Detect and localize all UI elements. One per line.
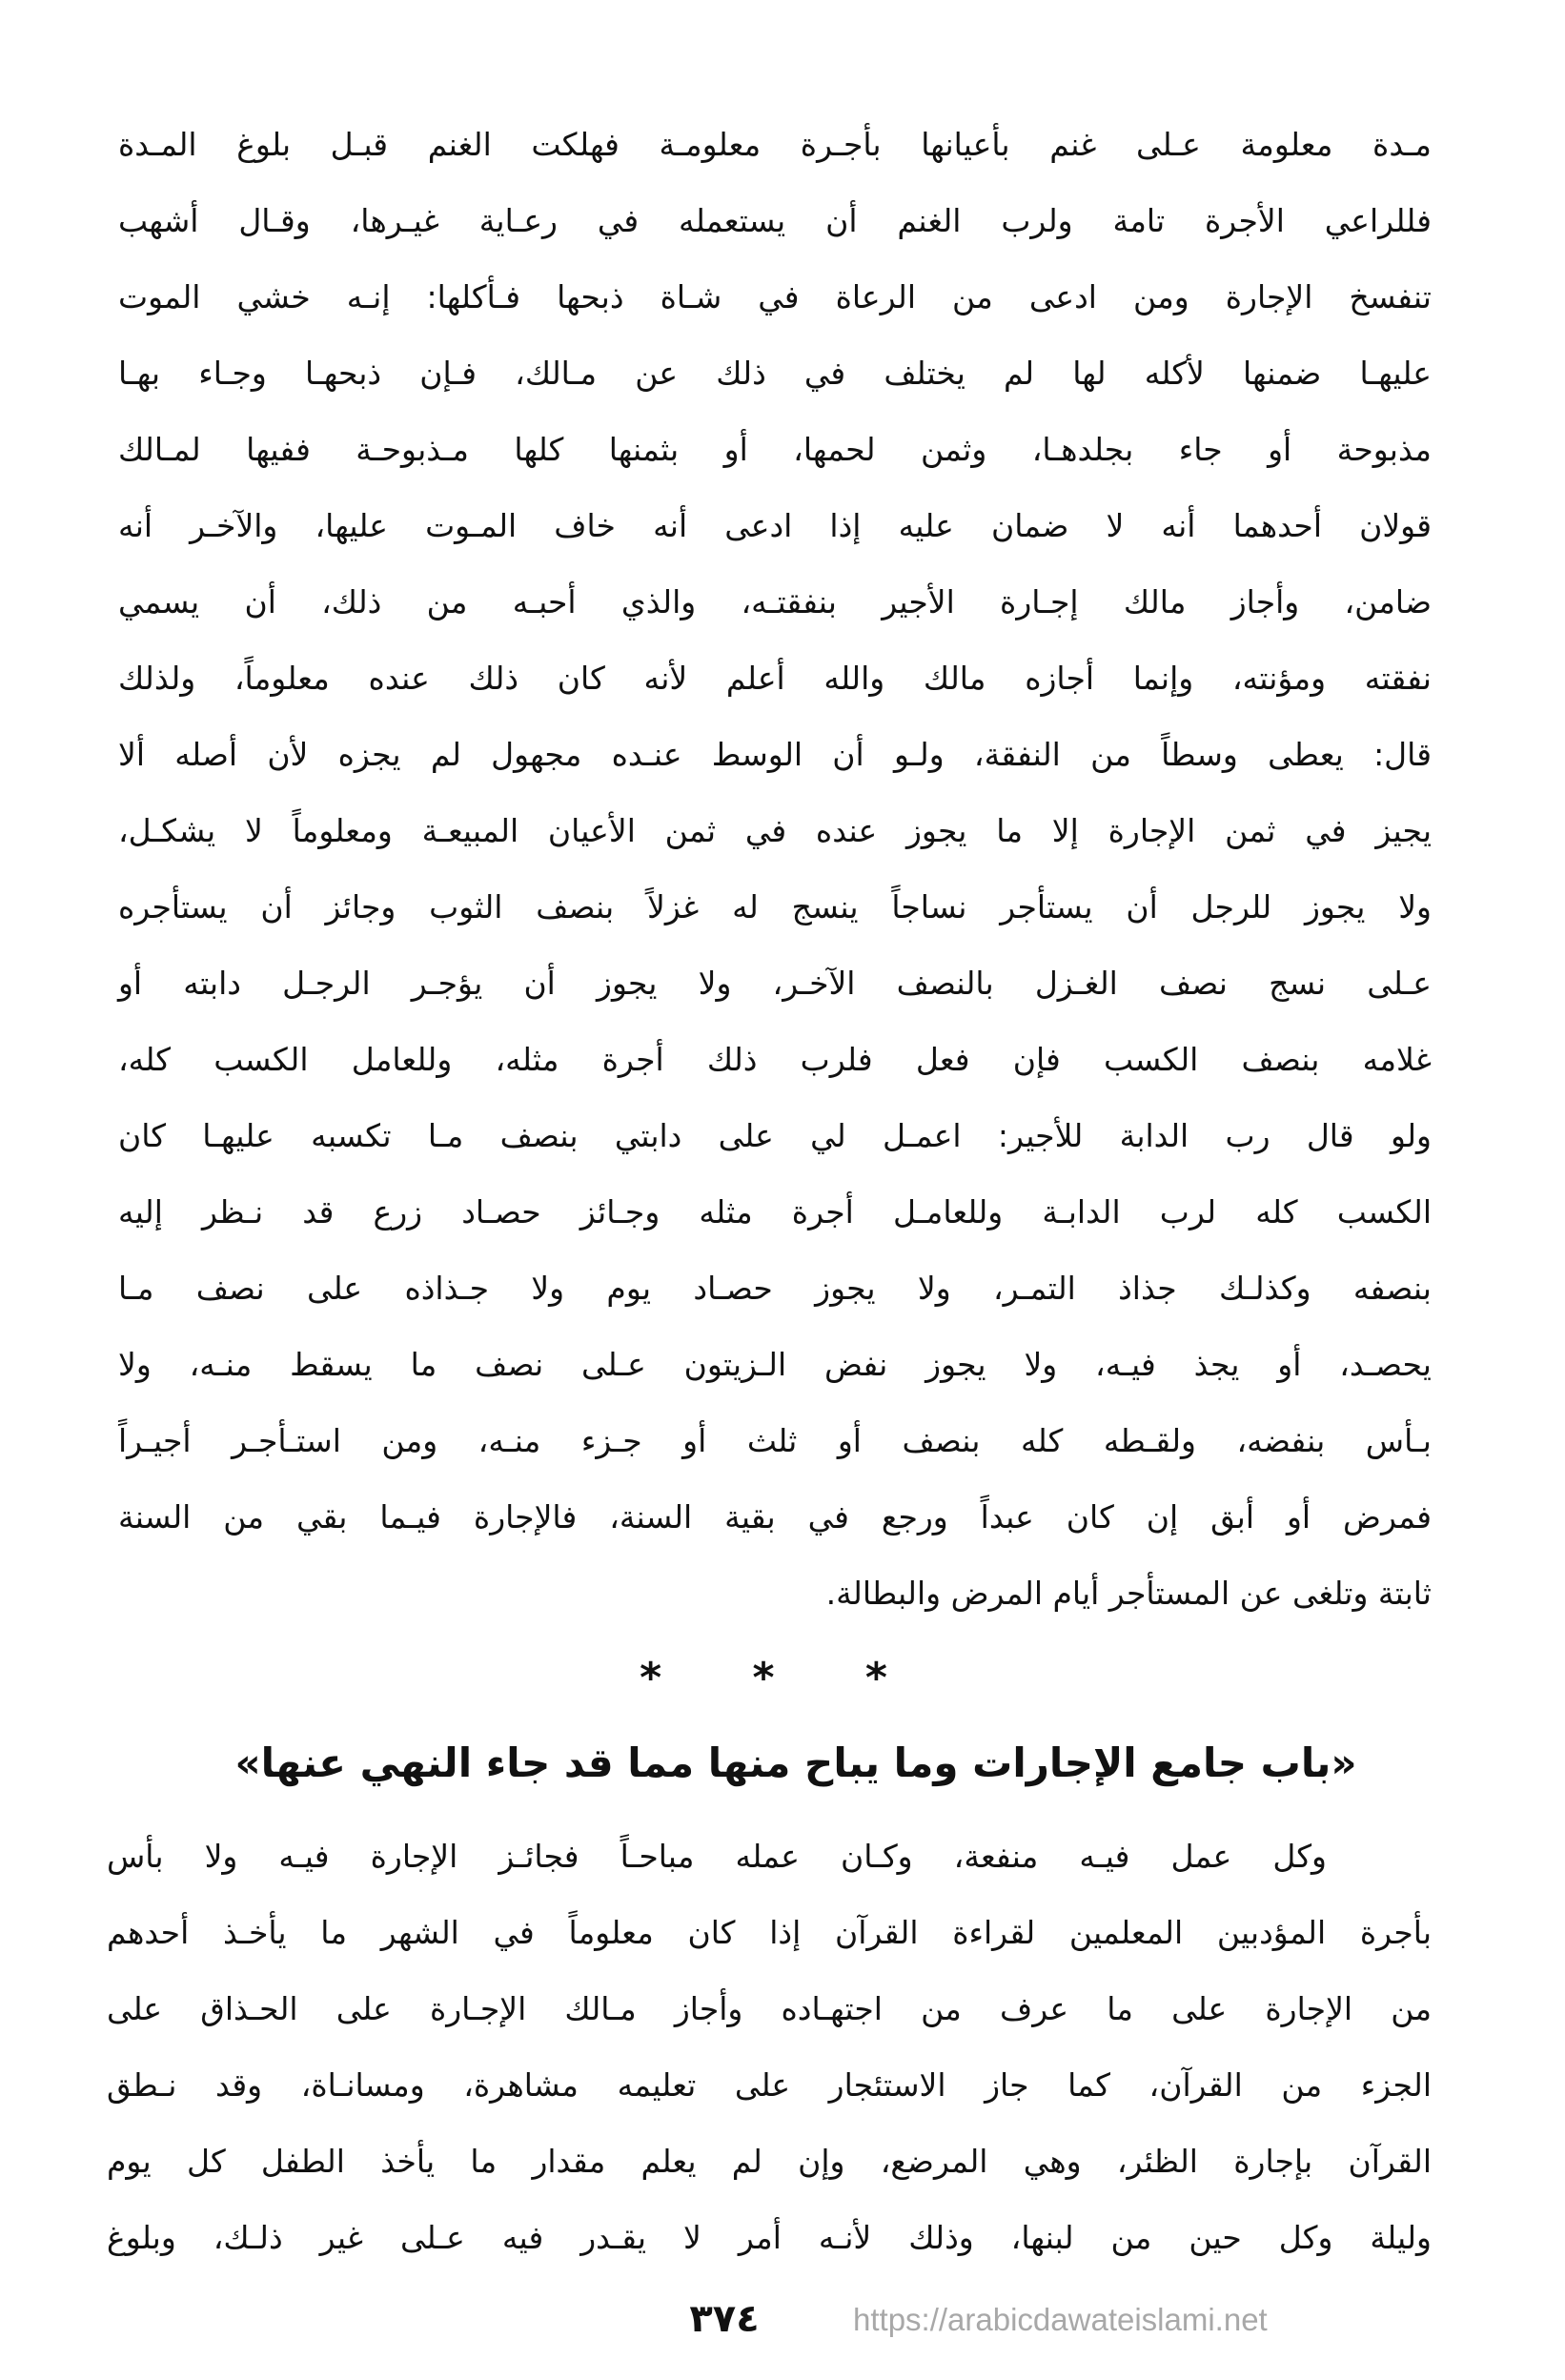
text-line: فللراعي الأجرة تامة ولرب الغنم أن يستعمله في رعـاية غيـرها، وقـال أشهب — [118, 202, 1432, 239]
text-line: القرآن بإجارة الظئر، وهي المرضع، وإن لم يعلم مقدار ما يأخذ الطفل كل يوم — [107, 2143, 1432, 2180]
text-line: بأجرة المؤدبين المعلمين لقراءة القرآن إذا كان معلوماً في الشهر ما يأخـذ أحدهم — [107, 1914, 1432, 1951]
section-heading: «باب جامع الإجارات وما يباح منها مما قد جاء النهي عنها» — [234, 1739, 1357, 1786]
text-line: نفقته ومؤنته، وإنما أجازه مالك والله أعلم لأنه كان ذلك عنده معلوماً، ولذلك — [118, 660, 1432, 697]
text-line: ضامن، وأجاز مالك إجـارة الأجير بنفقتـه، والذي أحبـه من ذلك، أن يسمي — [118, 583, 1432, 620]
text-line: بـأس بنفضه، ولقـطه كله بنصف أو ثلث أو جـزء منـه، ومن استـأجـر أجيـراً — [118, 1422, 1432, 1459]
text-line: قال: يعطى وسطاً من النفقة، ولـو أن الوسط عنـده مجهول لم يجزه لأن أصله ألا — [118, 736, 1432, 773]
text-line: من الإجارة على ما عرف من اجتهـاده وأجاز مـالك الإجـارة على الحـذاق على — [107, 1990, 1432, 2027]
text-line: مذبوحة أو جاء بجلدهـا، وثمن لحمها، أو بثمنها كلها مـذبوحـة ففيها لمـالك — [118, 431, 1432, 468]
text-line: الكسب كله لرب الدابـة وللعامـل أجرة مثله وجـائز حصـاد زرع قد نـظر إليه — [118, 1193, 1432, 1231]
text-line: فمرض أو أبق إن كان عبداً ورجع في بقية السنة، فالإجارة فيـما بقي من السنة — [118, 1498, 1432, 1536]
text-line: وكل عمل فيـه منفعة، وكـان عمله مباحـاً فجائـز الإجارة فيـه ولا بأس — [107, 1838, 1327, 1875]
section-separator: * * * — [640, 1654, 925, 1702]
text-line: غلامه بنصف الكسب فإن فعل فلرب ذلك أجرة مثله، وللعامل الكسب كله، — [118, 1041, 1432, 1078]
text-line: تنفسخ الإجارة ومن ادعى من الرعاة في شـاة ذبحها فـأكلها: إنـه خشي الموت — [118, 278, 1432, 315]
text-line: يحصـد، أو يجذ فيـه، ولا يجوز نفض الـزيتون عـلى نصف ما يسقط منـه، ولا — [118, 1346, 1432, 1383]
text-line: ولا يجوز للرجل أن يستأجر نساجاً ينسج له غزلاً بنصف الثوب وجائز أن يستأجره — [118, 888, 1432, 926]
text-line: الجزء من القرآن، كما جاز الاستئجار على تعليمه مشاهرة، ومسانـاة، وقد نـطق — [107, 2066, 1432, 2104]
text-line: وليلة وكل حين من لبنها، وذلك لأنـه أمر لا يقـدر فيه عـلى غير ذلـك، وبلوغ — [107, 2219, 1432, 2256]
text-line: يجيز في ثمن الإجارة إلا ما يجوز عنده في ثمن الأعيان المبيعـة ومعلوماً لا يشكـل، — [118, 812, 1432, 849]
text-line: عليهـا ضمنها لأكله لها لم يختلف في ذلك عن مـالك، فـإن ذبحهـا وجـاء بهـا — [118, 355, 1432, 392]
text-line: عـلى نسج نصف الغـزل بالنصف الآخـر، ولا يجوز أن يؤجـر الرجـل دابته أو — [118, 965, 1432, 1002]
text-line: بنصفه وكذلـك جذاذ التمـر، ولا يجوز حصـاد يوم ولا جـذاذه على نصف مـا — [118, 1270, 1432, 1307]
watermark-url: https://arabicdawateislami.net — [853, 2302, 1268, 2337]
text-line: ولو قال رب الدابة للأجير: اعمـل لي على دابتي بنصف مـا تكسبه عليهـا كان — [118, 1117, 1432, 1154]
text-line: قولان أحدهما أنه لا ضمان عليه إذا ادعى أنه خاف المـوت عليها، والآخـر أنه — [118, 507, 1432, 544]
text-line: مـدة معلومة عـلى غنم بأعيانها بأجـرة معلومـة فهلكت الغنم قبـل بلوغ المـدة — [118, 126, 1432, 163]
page-number: ٣٧٤ — [689, 2297, 760, 2341]
text-line: ثابتة وتلغى عن المستأجر أيام المرض والبطالة. — [825, 1575, 1432, 1612]
